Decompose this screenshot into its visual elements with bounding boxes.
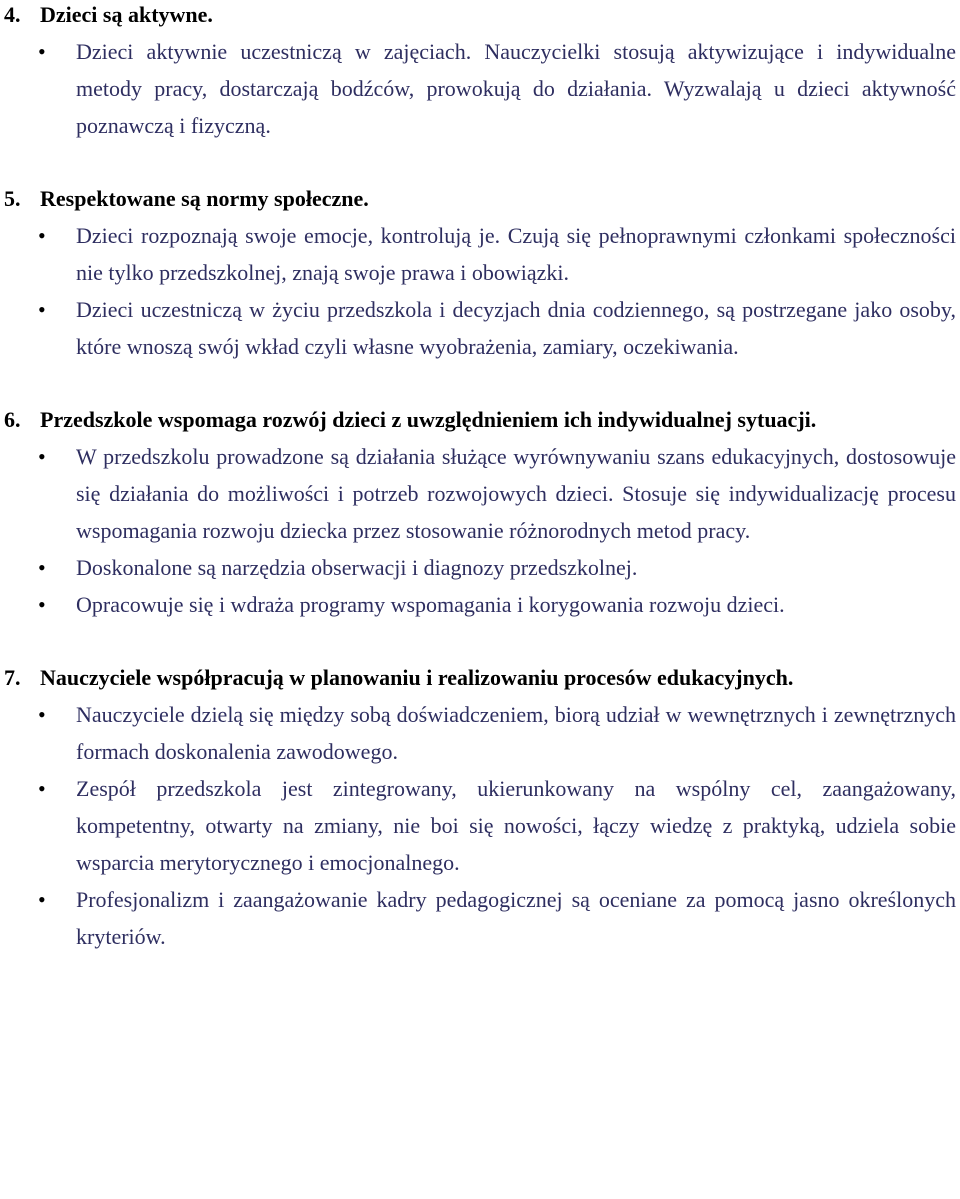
list-item-text: Dzieci rozpoznają swoje emocje, kontrolują je. Czują się pełnoprawnymi członkami społeczności nie tylko przedszkolnej, znają swoje prawa i obowiązki. [76, 223, 956, 285]
list-item-text: Profesjonalizm i zaangażowanie kadry pedagogicznej są oceniane za pomocą jasno określonych kryteriów. [76, 887, 956, 949]
list-item-text: Zespół przedszkola jest zintegrowany, ukierunkowany na wspólny cel, zaangażowany, kompetentny, otwarty na zmiany, nie boi się nowości, łączy wiedzę z praktyką, udziela sobie wsparcia merytorycznego i emocjonalnego. [76, 776, 956, 875]
bullet-icon: • [38, 444, 46, 469]
section-title: Dzieci są aktywne. [40, 2, 213, 27]
bullet-icon: • [38, 702, 46, 727]
section-heading-7 [0, 659, 960, 696]
bullet-icon: • [38, 223, 46, 248]
list-item [0, 549, 960, 586]
list-item [0, 696, 960, 770]
section-heading-6 [0, 401, 960, 438]
list-item [0, 770, 960, 881]
section-heading-4 [0, 0, 960, 33]
list-item [0, 438, 960, 549]
section-number: 7. [4, 665, 21, 690]
list-item-text: Nauczyciele dzielą się między sobą doświadczeniem, biorą udział w wewnętrznych i zewnętrznych formach doskonalenia zawodowego. [76, 702, 956, 764]
list-item [0, 881, 960, 955]
list-item-text: Doskonalone są narzędzia obserwacji i diagnozy przedszkolnej. [76, 555, 638, 580]
section-heading-5 [0, 180, 960, 217]
bullet-icon: • [38, 39, 46, 64]
list-item-text: Opracowuje się i wdraża programy wspomagania i korygowania rozwoju dzieci. [76, 592, 785, 617]
section-number: 6. [4, 407, 21, 432]
list-item-text: Dzieci aktywnie uczestniczą w zajęciach. Nauczycielki stosują aktywizujące i indywidualne metody pracy, dostarczają bodźców, prowokują do działania. Wyzwalają u dzieci aktywność poznawczą i fizyczną. [76, 39, 956, 138]
bullet-icon: • [38, 887, 46, 912]
list-item [0, 586, 960, 623]
bullet-icon: • [38, 592, 46, 617]
section-title: Przedszkole wspomaga rozwój dzieci z uwzględnieniem ich indywidualnej sytuacji. [40, 407, 817, 432]
bullet-icon: • [38, 776, 46, 801]
list-item [0, 217, 960, 291]
section-number: 5. [4, 186, 21, 211]
section-title: Respektowane są normy społeczne. [40, 186, 369, 211]
bullet-icon: • [38, 297, 46, 322]
bullet-icon: • [38, 555, 46, 580]
section-title: Nauczyciele współpracują w planowaniu i realizowaniu procesów edukacyjnych. [40, 665, 794, 690]
list-item-text: W przedszkolu prowadzone są działania służące wyrównywaniu szans edukacyjnych, dostosowuje się działania do możliwości i potrzeb rozwojowych dzieci. Stosuje się indywidualizację procesu wspomagania rozwoju dziecka przez stosowanie różnorodnych metod pracy. [76, 444, 956, 543]
list-item [0, 291, 960, 365]
list-item [0, 33, 960, 144]
list-item-text: Dzieci uczestniczą w życiu przedszkola i decyzjach dnia codziennego, są postrzegane jako osoby, które wnoszą swój wkład czyli własne wyobrażenia, zamiary, oczekiwania. [76, 297, 956, 359]
section-number: 4. [4, 2, 21, 27]
